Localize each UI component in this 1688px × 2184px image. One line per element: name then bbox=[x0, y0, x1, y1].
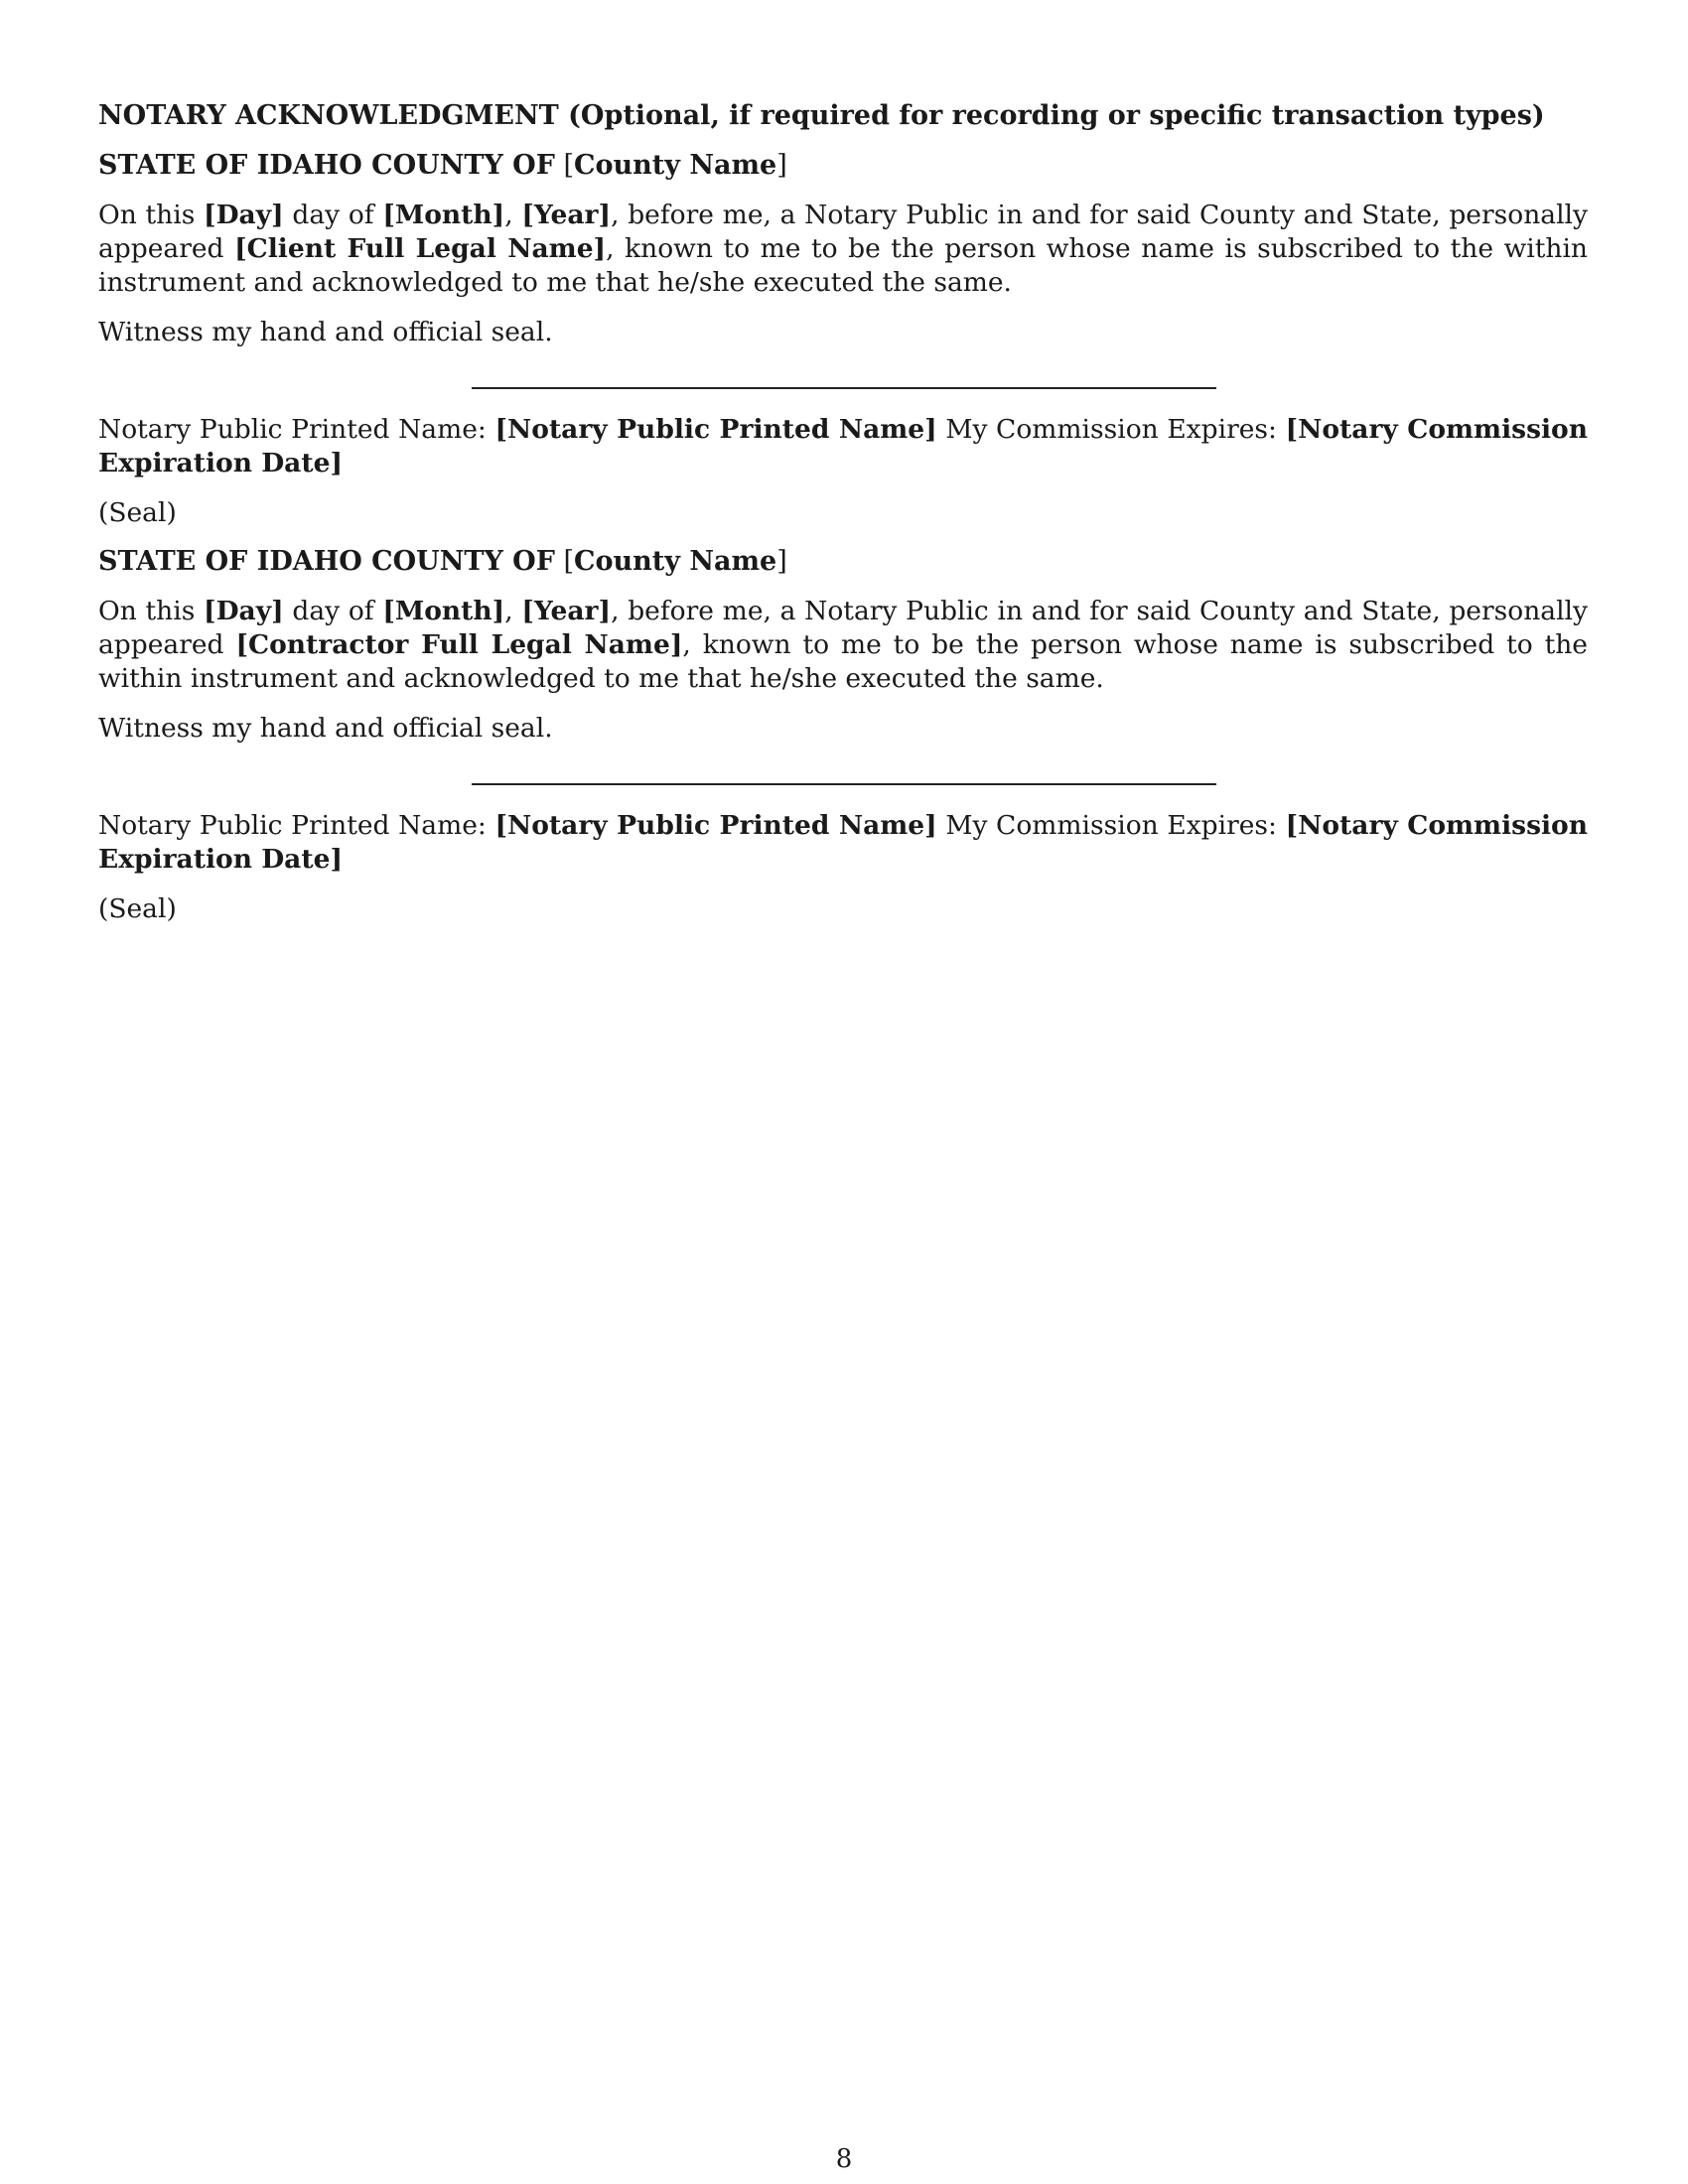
acknowledgment-contractor bbox=[98, 545, 1588, 746]
month-placeholder: [Month] bbox=[382, 200, 505, 230]
notary-printed-name-line bbox=[98, 809, 1588, 877]
notary-printed-name-line bbox=[98, 413, 1588, 480]
page-number: 8 bbox=[835, 2144, 853, 2174]
state-county-heading bbox=[98, 149, 1588, 183]
seal-label: (Seal) bbox=[98, 893, 177, 924]
month-placeholder: [Month] bbox=[382, 596, 505, 626]
printed-name-placeholder: [Notary Public Printed Name] bbox=[494, 414, 937, 445]
text-fragment: day of bbox=[283, 596, 383, 626]
text-fragment: On this bbox=[98, 596, 205, 626]
expires-label: My Commission Expires: bbox=[936, 414, 1286, 445]
state-label: STATE OF IDAHO COUNTY OF bbox=[98, 546, 555, 577]
text-fragment: , bbox=[504, 200, 522, 230]
expires-label: My Commission Expires: bbox=[936, 810, 1286, 841]
text-fragment: , known to me to be the person whose name is subscribed to the within instrument and acknowledged to me that he/she executed the same. bbox=[98, 233, 1588, 298]
notary-signature-line bbox=[472, 387, 1216, 389]
year-placeholder: [Year] bbox=[521, 200, 612, 230]
text-fragment: day of bbox=[283, 200, 383, 230]
acknowledgment-client bbox=[98, 149, 1588, 349]
county-placeholder: [County Name] bbox=[563, 150, 787, 181]
county-placeholder: [County Name] bbox=[563, 546, 787, 577]
text-fragment: On this bbox=[98, 200, 205, 230]
text-fragment: , before me, a Notary Public in and for said County and State, personally appeared bbox=[98, 200, 1588, 264]
expires-placeholder: [Notary Commission Expiration Date] bbox=[98, 810, 1588, 875]
state-county-heading bbox=[98, 545, 1588, 579]
day-placeholder: [Day] bbox=[204, 596, 284, 626]
text-fragment: , known to me to be the person whose name is subscribed to the within instrument and acknowledged to me that he/she executed the same. bbox=[98, 629, 1588, 694]
seal-label: (Seal) bbox=[98, 497, 177, 528]
notary-signature-line bbox=[472, 783, 1216, 785]
notary-details-client bbox=[98, 413, 1588, 530]
party-name-placeholder: [Client Full Legal Name] bbox=[234, 233, 607, 264]
year-placeholder: [Year] bbox=[521, 596, 612, 626]
acknowledgment-text bbox=[98, 595, 1588, 696]
notary-details-contractor bbox=[98, 809, 1588, 926]
party-name-placeholder: [Contractor Full Legal Name] bbox=[235, 629, 683, 660]
state-label: STATE OF IDAHO COUNTY OF bbox=[98, 150, 555, 181]
witness-text: Witness my hand and official seal. bbox=[98, 317, 553, 347]
text-fragment: , before me, a Notary Public in and for said County and State, personally appeared bbox=[98, 596, 1588, 660]
printed-name-label: Notary Public Printed Name: bbox=[98, 810, 495, 841]
notary-heading: NOTARY ACKNOWLEDGMENT (Optional, if required for recording or specific transaction types) bbox=[98, 100, 1545, 131]
day-placeholder: [Day] bbox=[204, 200, 284, 230]
text-fragment: , bbox=[504, 596, 522, 626]
witness-text: Witness my hand and official seal. bbox=[98, 713, 553, 744]
printed-name-placeholder: [Notary Public Printed Name] bbox=[494, 810, 937, 841]
printed-name-label: Notary Public Printed Name: bbox=[98, 414, 495, 445]
expires-placeholder: [Notary Commission Expiration Date] bbox=[98, 414, 1588, 478]
acknowledgment-text bbox=[98, 199, 1588, 300]
